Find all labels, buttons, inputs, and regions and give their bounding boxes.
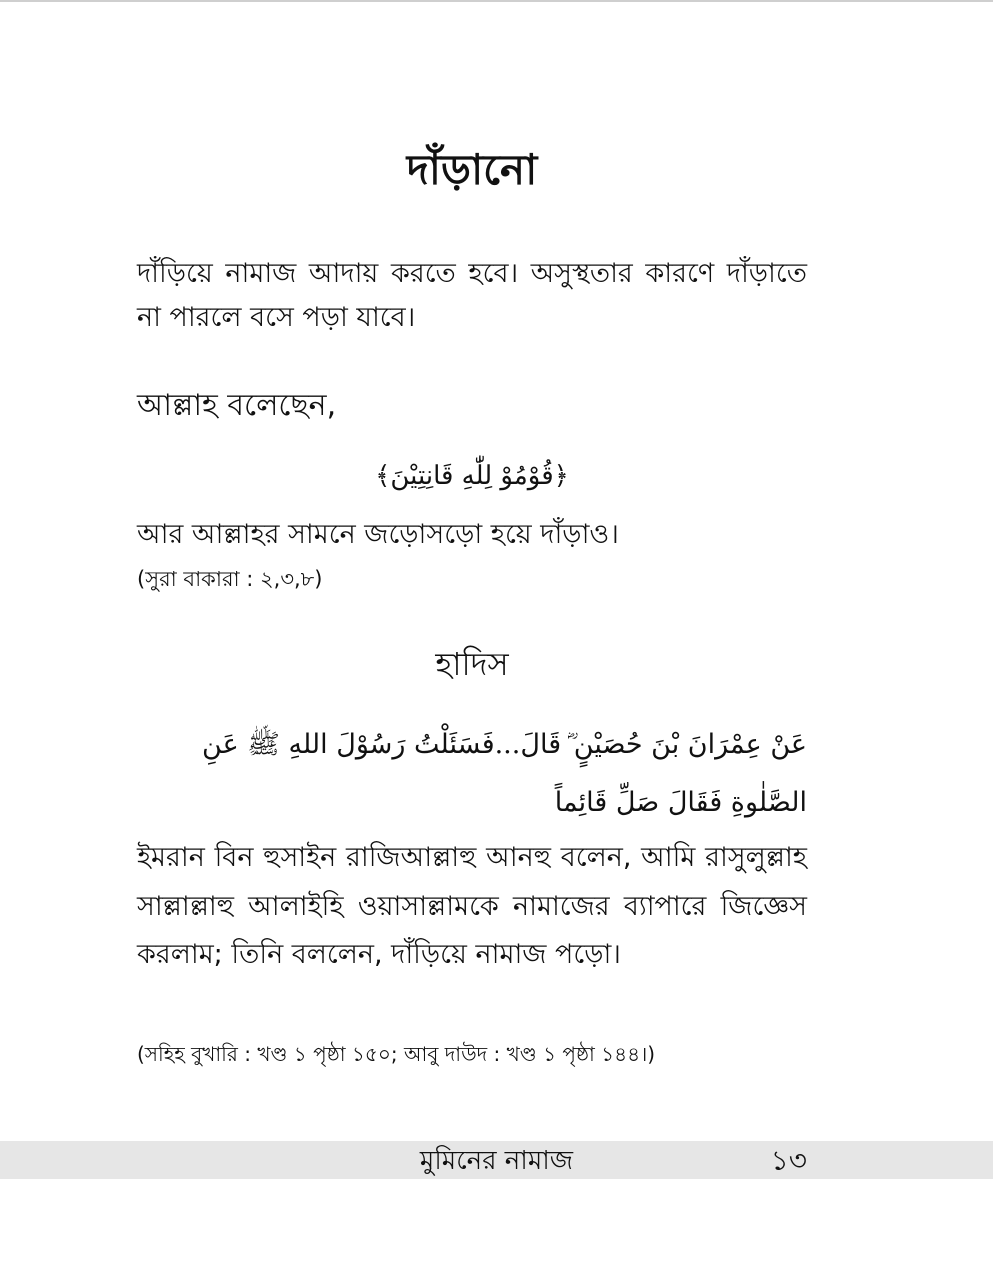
hadith-reference: (সহিহ বুখারি : খণ্ড ১ পৃষ্ঠা ১৫০; আবু দাউদ : খণ্ড ১ পৃষ্ঠা ১৪৪।) <box>137 1042 656 1066</box>
footer-book-title: মুমিনের নামাজ <box>419 1146 574 1176</box>
allah-said-heading: আল্লাহ বলেছেন, <box>137 388 337 423</box>
top-border <box>0 0 993 2</box>
hadith-translation: ইমরান বিন হুসাইন রাজিআল্লাহু আনহু বলেন, আমি রাসুলুল্লাহ সাল্লাল্লাহু আলাইহি ওয়াসাল্লামকে নামাজের ব্যাপারে জিজ্ঞেস করলাম; তিনি বললেন, দাঁড়িয়ে নামাজ পড়ো। <box>137 842 807 970</box>
intro-paragraph: দাঁড়িয়ে নামাজ আদায় করতে হবে। অসুস্থতার কারণে দাঁড়াতে না পারলে বসে পড়া যাবে। <box>137 258 807 333</box>
arabic-verse: ﴿قُوْمُوْ لِلّٰهِ قَانِتِيْنَ﴾ <box>375 461 569 491</box>
page-title: দাঁড়ানো <box>406 145 538 194</box>
hadith-heading: হাদিস <box>435 645 509 683</box>
page-number: ১৩ <box>770 1144 807 1177</box>
verse-translation: আর আল্লাহর সামনে জড়োসড়ো হয়ে দাঁড়াও। <box>137 519 619 550</box>
arabic-hadith: عَنْ عِمْرَانَ بْنَ حُصَيْنٍ ؓ قَالَ...فَسَئَلْتُ رَسُوْلَ اللهِ ﷺ عَنِ الصَّلٰوةِ فَقَالَ صَلِّ قَائِماً <box>202 729 807 818</box>
verse-reference: (সুরা বাকারা : ২,৩,৮) <box>137 567 323 591</box>
